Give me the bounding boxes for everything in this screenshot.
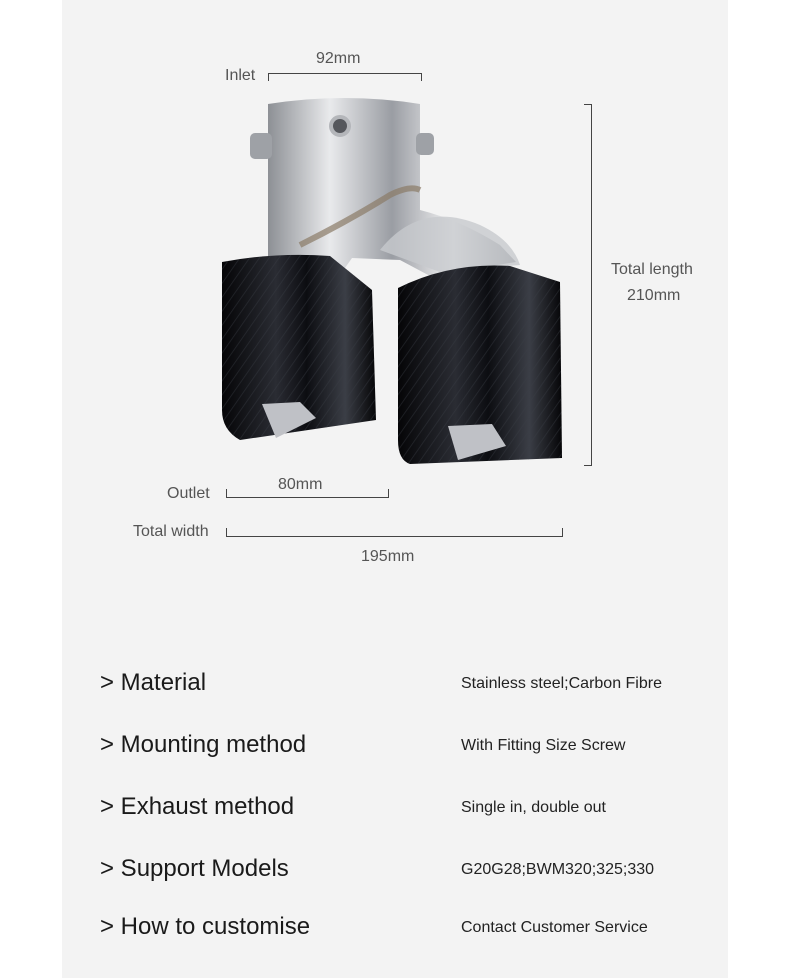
bolt-left-icon bbox=[250, 133, 272, 159]
spec-row-support-models bbox=[100, 855, 700, 895]
total-width-value: 195mm bbox=[361, 548, 415, 565]
spec-row-how-to-customise bbox=[100, 913, 700, 953]
width-dimension-line bbox=[226, 536, 563, 537]
spec-label: > Support Models bbox=[100, 855, 289, 882]
total-width-label: Total width bbox=[133, 523, 209, 540]
outlet-dimension-line bbox=[226, 497, 389, 498]
spec-label: > How to customise bbox=[100, 913, 311, 940]
spec-value: Contact Customer Service bbox=[461, 919, 648, 936]
outlet-dimension-value: 80mm bbox=[278, 476, 323, 493]
inlet-label: Inlet bbox=[225, 67, 256, 84]
spec-label: > Exhaust method bbox=[100, 793, 295, 820]
total-length-label: Total length bbox=[611, 261, 693, 278]
length-dimension-line bbox=[591, 104, 592, 466]
bolt-right-icon bbox=[416, 133, 434, 155]
spec-value: G20G28;BWM320;325;330 bbox=[461, 861, 655, 878]
spec-value: Stainless steel;Carbon Fibre bbox=[461, 675, 662, 692]
spec-row-material bbox=[100, 669, 700, 709]
outlet-label: Outlet bbox=[167, 485, 210, 502]
inlet-dimension-line bbox=[268, 73, 422, 74]
screw-icon bbox=[331, 117, 349, 135]
spec-label: > Material bbox=[100, 669, 207, 696]
spec-value: With Fitting Size Screw bbox=[461, 737, 626, 754]
spec-value: Single in, double out bbox=[461, 799, 606, 816]
spec-row-mounting-method bbox=[100, 731, 700, 771]
spec-label: > Mounting method bbox=[100, 731, 307, 758]
total-length-value: 210mm bbox=[627, 287, 681, 304]
spec-row-exhaust-method bbox=[100, 793, 700, 833]
inlet-dimension-value: 92mm bbox=[316, 50, 361, 67]
